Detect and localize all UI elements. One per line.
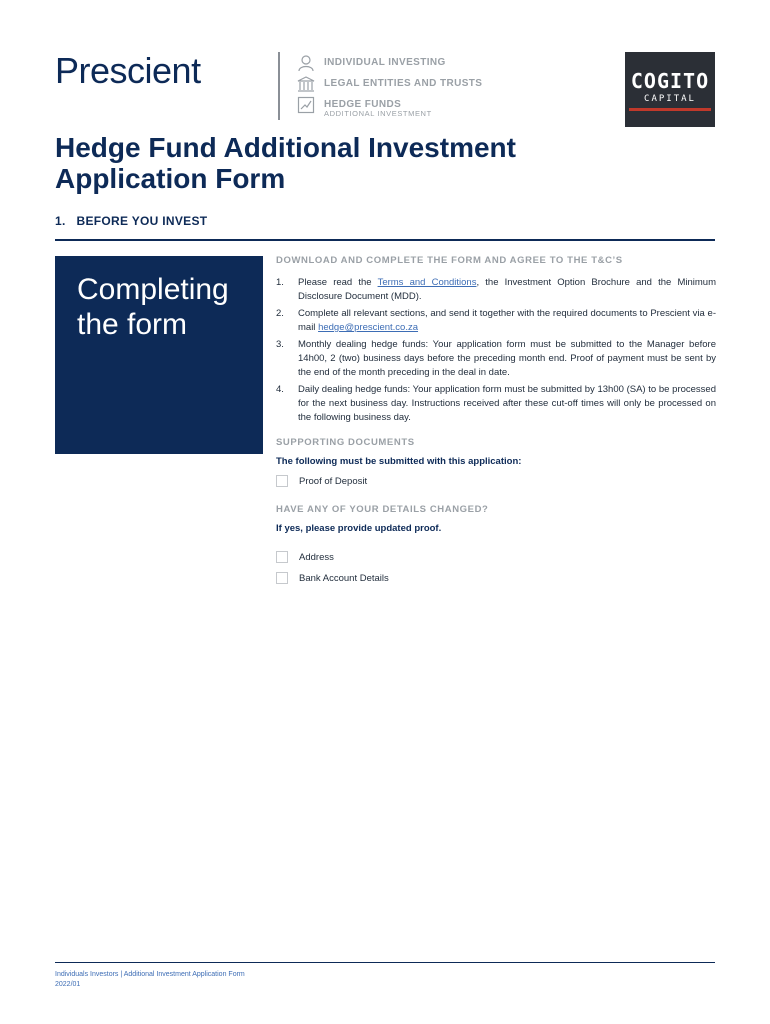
- download-heading: DOWNLOAD AND COMPLETE THE FORM AND AGREE TO THE T&C’S: [276, 255, 623, 266]
- list-item: [276, 338, 716, 380]
- list-item: [276, 276, 716, 304]
- email-link[interactable]: hedge@prescient.co.za: [318, 322, 419, 333]
- step-text: Daily dealing hedge funds: Your application form must be submitted by 13h00 (SA) to be processed for the next business day. Instructions received after these cut-off times will only be processed on the following business day.: [298, 384, 716, 423]
- person-icon: [297, 54, 315, 72]
- list-item: [276, 307, 716, 335]
- instructions: [276, 255, 716, 584]
- footer-version: 2022/01: [55, 981, 81, 988]
- proof-of-deposit-row: [276, 475, 716, 487]
- bank-details-checkbox[interactable]: [276, 572, 288, 584]
- partner-logo-bar: [629, 108, 711, 111]
- section-number: 1.: [55, 214, 66, 228]
- section-heading: [55, 214, 207, 228]
- section-rule: [55, 239, 715, 241]
- header-divider: [278, 52, 280, 120]
- footer: [55, 970, 245, 990]
- building-icon: [297, 75, 315, 93]
- step-text: [298, 307, 716, 335]
- step-number: 4.: [276, 384, 284, 395]
- step-number: 2.: [276, 308, 284, 319]
- nav-label: INDIVIDUAL INVESTING: [324, 57, 446, 68]
- prescient-logo: Prescient: [55, 50, 201, 91]
- checkbox-label: Address: [299, 551, 334, 563]
- step-number: 3.: [276, 339, 284, 350]
- section-title: BEFORE YOU INVEST: [76, 214, 208, 228]
- nav-label: LEGAL ENTITIES AND TRUSTS: [324, 78, 483, 89]
- panel-line-2: the form: [77, 308, 188, 341]
- steps-list: [276, 276, 716, 425]
- panel-text: [77, 272, 229, 342]
- step-text: [298, 276, 716, 304]
- partner-logo-line2: CAPITAL: [644, 93, 696, 104]
- address-row: [276, 551, 716, 563]
- supporting-heading: SUPPORTING DOCUMENTS: [276, 437, 415, 448]
- step-text-part: , the Investment Option Brochure and the Minimum Disclosure Document (MDD).: [298, 277, 716, 302]
- address-checkbox[interactable]: [276, 551, 288, 563]
- step-text: Monthly dealing hedge funds: Your application form must be submitted to the Manager before 14h00, 2 (two) business days before the preceding month end. Proof of payment must be sent by the end of the month preceding in the deal in date.: [298, 339, 716, 378]
- completing-panel: [55, 256, 263, 454]
- step-text-part: Please read the: [298, 277, 378, 288]
- footer-doc-name: Individuals Investors | Additional Investment Application Form: [55, 971, 245, 978]
- step-number: 1.: [276, 277, 284, 288]
- supporting-intro: The following must be submitted with this application:: [276, 456, 522, 467]
- chart-icon: [297, 96, 315, 114]
- details-changed-intro: If yes, please provide updated proof.: [276, 523, 442, 534]
- proof-of-deposit-checkbox[interactable]: [276, 475, 288, 487]
- list-item: [276, 383, 716, 425]
- checkbox-label: Proof of Deposit: [299, 475, 368, 487]
- footer-rule: [55, 962, 715, 963]
- nav-sublabel: ADDITIONAL INVESTMENT: [324, 109, 432, 118]
- bank-details-row: [276, 572, 716, 584]
- details-changed-heading: HAVE ANY OF YOUR DETAILS CHANGED?: [276, 504, 489, 515]
- step-text-part: Complete all relevant sections, and send it together with the required documents to Prescient via e-mail: [298, 308, 716, 333]
- panel-line-1: Completing: [77, 273, 229, 306]
- checkbox-label: Bank Account Details: [299, 572, 389, 584]
- page-title: [55, 132, 615, 194]
- nav-legal-entities: [297, 73, 482, 94]
- title-line-1: Hedge Fund Additional Investment: [55, 132, 516, 163]
- partner-logo-line1: COGITO: [630, 68, 710, 93]
- terms-link[interactable]: Terms and Conditions: [377, 277, 477, 288]
- nav-individual-investing: [297, 52, 482, 73]
- header-nav: [297, 52, 482, 118]
- title-line-2: Application Form: [55, 163, 286, 194]
- cogito-capital-logo: [625, 52, 715, 127]
- nav-label: HEDGE FUNDS: [324, 99, 402, 110]
